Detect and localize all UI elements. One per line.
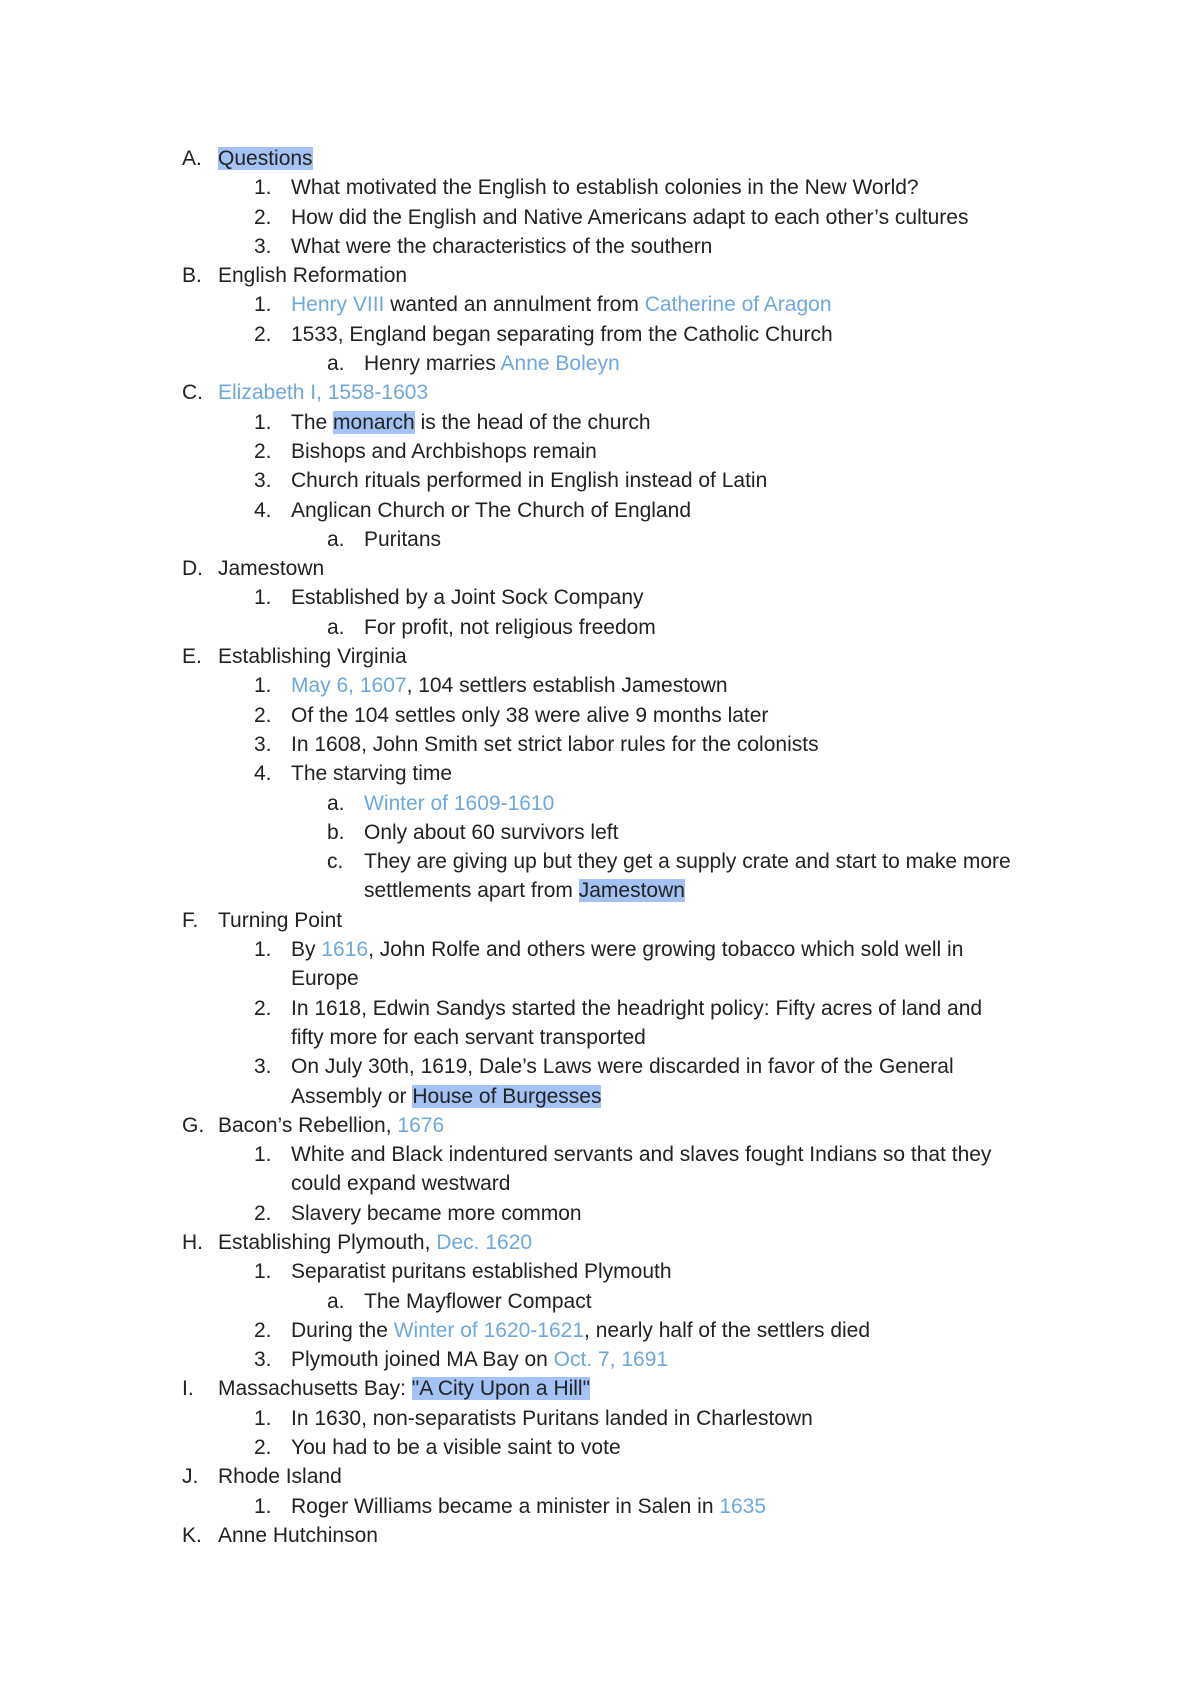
text-span: Slavery became more common: [291, 1201, 582, 1225]
text-span: In 1618, Edwin Sandys started the headright policy: Fifty acres of land and: [291, 996, 983, 1020]
list-marker: 1.: [254, 1406, 272, 1430]
text-span: Henry marries: [364, 352, 501, 376]
outline-item-text: [291, 935, 963, 964]
list-marker: 2.: [254, 996, 272, 1020]
outline-item-level-1: [0, 437, 1200, 466]
outline-item-level-1: [0, 290, 1200, 319]
text-span: Separatist puritans established Plymouth: [291, 1260, 672, 1284]
outline-item-text: [291, 408, 651, 437]
outline-item-level-1: [0, 1345, 1200, 1374]
outline-item-text: [291, 1140, 991, 1169]
text-span: 1533, England began separating from the Catholic Church: [291, 322, 833, 346]
highlighted-text-span: House of Burgesses: [412, 1084, 602, 1108]
outline-item-level-1: [0, 1199, 1200, 1228]
outline-item-level-0: [0, 1228, 1200, 1257]
list-marker: 2.: [254, 1436, 272, 1460]
outline-item-text: [364, 876, 685, 905]
outline-item-level-0: [0, 1374, 1200, 1403]
list-marker: G.: [182, 1113, 205, 1137]
text-span: They are giving up but they get a supply crate and start to make more: [364, 850, 1011, 874]
outline-item-text: [291, 671, 728, 700]
outline-item-text: [364, 1287, 592, 1316]
list-marker: c.: [327, 850, 344, 874]
list-marker: 2.: [254, 703, 272, 727]
text-span: wanted an annulment from: [384, 293, 645, 317]
outline-continuation-line: [0, 1023, 1200, 1052]
outline-item-level-1: [0, 759, 1200, 788]
blue-text-span: 1676: [397, 1113, 445, 1137]
highlighted-text-span: Jamestown: [578, 879, 685, 903]
text-span: Turning Point: [218, 908, 343, 932]
outline-item-text: [291, 1052, 954, 1081]
outline-item-level-0: [0, 1111, 1200, 1140]
outline-item-level-1: [0, 320, 1200, 349]
outline-item-text: [364, 613, 656, 642]
outline-item-text: [291, 964, 359, 993]
list-marker: C.: [182, 381, 203, 405]
text-span: You had to be a visible saint to vote: [291, 1436, 621, 1460]
outline-item-text: [291, 496, 691, 525]
list-marker: 2.: [254, 205, 272, 229]
outline-item-text: [364, 525, 441, 554]
outline-item-text: [291, 1345, 668, 1374]
text-span: Of the 104 settles only 38 were alive 9 months later: [291, 703, 769, 727]
outline-item-text: [291, 730, 819, 759]
list-marker: 1.: [254, 938, 272, 962]
outline-item-level-1: [0, 1433, 1200, 1462]
outline-continuation-line: [0, 876, 1200, 905]
list-marker: a.: [327, 1289, 345, 1313]
blue-text-span: Oct. 7, 1691: [553, 1348, 669, 1372]
outline-item-level-1: [0, 1052, 1200, 1081]
outline-item-text: [218, 1228, 532, 1257]
text-span: In 1608, John Smith set strict labor rules for the colonists: [291, 732, 819, 756]
text-span: English Reformation: [218, 264, 408, 288]
text-span: Rhode Island: [218, 1465, 342, 1489]
list-marker: K.: [182, 1523, 202, 1547]
list-marker: b.: [327, 820, 345, 844]
outline-item-level-1: [0, 1492, 1200, 1521]
outline-item-level-1: [0, 1316, 1200, 1345]
text-span: The Mayflower Compact: [364, 1289, 592, 1313]
text-span: In 1630, non-separatists Puritans landed in Charlestown: [291, 1406, 813, 1430]
outline-item-level-1: [0, 994, 1200, 1023]
list-marker: a.: [327, 527, 345, 551]
outline-item-level-0: [0, 554, 1200, 583]
list-marker: 3.: [254, 1055, 272, 1079]
text-span: What motivated the English to establish colonies in the New World?: [291, 176, 919, 200]
list-marker: B.: [182, 264, 202, 288]
outline-item-level-1: [0, 173, 1200, 202]
text-span: is the head of the church: [414, 410, 651, 434]
list-marker: 2.: [254, 322, 272, 346]
outline-item-text: [291, 1492, 766, 1521]
outline-document: [0, 144, 1200, 1550]
outline-item-text: [218, 1374, 590, 1403]
outline-item-text: [291, 583, 644, 612]
text-span: Bacon’s Rebellion,: [218, 1113, 398, 1137]
list-marker: 3.: [254, 732, 272, 756]
list-marker: 1.: [254, 176, 272, 200]
outline-item-text: [291, 1257, 672, 1286]
outline-item-level-2: [0, 1287, 1200, 1316]
blue-text-span: 1635: [719, 1494, 767, 1518]
outline-item-level-1: [0, 701, 1200, 730]
text-span: Puritans: [364, 527, 442, 551]
outline-item-level-2: [0, 847, 1200, 876]
outline-item-level-1: [0, 1257, 1200, 1286]
outline-item-level-2: [0, 525, 1200, 554]
text-span: By: [291, 938, 322, 962]
text-span: What were the characteristics of the southern: [291, 234, 713, 258]
list-marker: 4.: [254, 762, 272, 786]
text-span: The: [291, 410, 334, 434]
outline-item-text: [291, 1433, 621, 1462]
outline-item-text: [291, 232, 712, 261]
list-marker: 1.: [254, 1494, 272, 1518]
outline-item-level-0: [0, 642, 1200, 671]
list-marker: I.: [182, 1377, 194, 1401]
outline-item-text: [291, 1199, 582, 1228]
text-span: , John Rolfe and others were growing tobacco which sold well in: [368, 938, 964, 962]
outline-item-text: [291, 1023, 646, 1052]
outline-item-text: [291, 437, 597, 466]
text-span: Anne Hutchinson: [218, 1523, 378, 1547]
text-span: During the: [291, 1318, 394, 1342]
outline-item-text: [218, 378, 428, 407]
outline-item-text: [291, 173, 919, 202]
outline-item-text: [218, 1111, 444, 1140]
outline-item-text: [218, 1521, 378, 1550]
outline-item-text: [364, 349, 620, 378]
outline-item-level-1: [0, 583, 1200, 612]
text-span: could expand westward: [291, 1172, 511, 1196]
list-marker: 1.: [254, 1260, 272, 1284]
outline-item-text: [291, 1082, 601, 1111]
text-span: Bishops and Archbishops remain: [291, 439, 597, 463]
text-span: , nearly half of the settlers died: [584, 1318, 871, 1342]
outline-item-level-1: [0, 203, 1200, 232]
outline-item-level-2: [0, 818, 1200, 847]
outline-item-text: [218, 1462, 342, 1491]
blue-text-span: Anne Boleyn: [500, 352, 620, 376]
text-span: fifty more for each servant transported: [291, 1025, 646, 1049]
list-marker: 1.: [254, 1143, 272, 1167]
outline-item-level-0: [0, 261, 1200, 290]
list-marker: 3.: [254, 234, 272, 258]
text-span: Anglican Church or The Church of England: [291, 498, 692, 522]
outline-item-level-0: [0, 1521, 1200, 1550]
list-marker: 1.: [254, 293, 272, 317]
outline-item-text: [218, 261, 407, 290]
outline-item-text: [291, 203, 968, 232]
outline-item-text: [291, 759, 452, 788]
outline-item-level-2: [0, 613, 1200, 642]
outline-item-level-1: [0, 1404, 1200, 1433]
text-span: For profit, not religious freedom: [364, 615, 656, 639]
list-marker: 3.: [254, 469, 272, 493]
outline-item-text: [364, 847, 1011, 876]
outline-item-level-1: [0, 232, 1200, 261]
list-marker: a.: [327, 615, 345, 639]
list-marker: F.: [182, 908, 199, 932]
text-span: On July 30th, 1619, Dale’s Laws were discarded in favor of the General: [291, 1055, 954, 1079]
outline-item-text: [364, 818, 618, 847]
outline-item-level-0: [0, 378, 1200, 407]
text-span: The starving time: [291, 762, 453, 786]
text-span: , 104 settlers establish Jamestown: [406, 674, 728, 698]
blue-text-span: 1616: [321, 938, 369, 962]
text-span: Only about 60 survivors left: [364, 820, 619, 844]
list-marker: a.: [327, 791, 345, 815]
list-marker: H.: [182, 1230, 203, 1254]
text-span: White and Black indentured servants and slaves fought Indians so that they: [291, 1143, 992, 1167]
highlighted-text-span: "A City Upon a Hill": [411, 1377, 591, 1401]
text-span: settlements apart from: [364, 879, 579, 903]
outline-item-level-1: [0, 408, 1200, 437]
list-marker: 3.: [254, 1348, 272, 1372]
text-span: Plymouth joined MA Bay on: [291, 1348, 554, 1372]
list-marker: 1.: [254, 410, 272, 434]
outline-item-level-0: [0, 1462, 1200, 1491]
outline-item-level-1: [0, 496, 1200, 525]
outline-item-text: [218, 642, 407, 671]
list-marker: A.: [182, 147, 202, 170]
outline-continuation-line: [0, 1082, 1200, 1111]
highlighted-text-span: Questions: [218, 147, 313, 170]
outline-item-text: [364, 789, 554, 818]
blue-text-span: Winter of 1609-1610: [364, 791, 555, 815]
outline-item-text: [218, 554, 324, 583]
text-span: Assembly or: [291, 1084, 413, 1108]
blue-text-span: Catherine of Aragon: [644, 293, 832, 317]
list-marker: E.: [182, 645, 202, 669]
outline-item-text: [291, 320, 833, 349]
outline-item-text: [291, 290, 832, 319]
list-marker: 4.: [254, 498, 272, 522]
list-marker: 2.: [254, 439, 272, 463]
list-marker: J.: [182, 1465, 199, 1489]
outline-item-level-1: [0, 1140, 1200, 1169]
outline-item-text: [291, 1169, 510, 1198]
text-span: Establishing Virginia: [218, 645, 407, 669]
outline-item-text: [291, 1316, 870, 1345]
blue-text-span: Elizabeth I, 1558-1603: [218, 381, 429, 405]
blue-text-span: Henry VIII: [291, 293, 385, 317]
outline-continuation-line: [0, 1169, 1200, 1198]
outline-item-level-1: [0, 466, 1200, 495]
outline-continuation-line: [0, 964, 1200, 993]
list-marker: 1.: [254, 586, 272, 610]
outline-item-text: [218, 144, 313, 173]
outline-item-text: [291, 466, 767, 495]
text-span: Establishing Plymouth,: [218, 1230, 437, 1254]
list-marker: 2.: [254, 1318, 272, 1342]
outline-item-level-1: [0, 730, 1200, 759]
outline-item-level-0: [0, 144, 1200, 173]
list-marker: D.: [182, 557, 203, 581]
outline-item-text: [218, 906, 342, 935]
outline-item-level-1: [0, 935, 1200, 964]
text-span: Church rituals performed in English instead of Latin: [291, 469, 768, 493]
list-marker: 1.: [254, 674, 272, 698]
outline-item-level-2: [0, 789, 1200, 818]
text-span: How did the English and Native Americans adapt to each other’s cultures: [291, 205, 969, 229]
outline-item-text: [291, 1404, 813, 1433]
outline-item-text: [291, 701, 768, 730]
outline-item-level-0: [0, 906, 1200, 935]
text-span: Jamestown: [218, 557, 325, 581]
blue-text-span: Winter of 1620-1621: [393, 1318, 585, 1342]
outline-item-text: [291, 994, 982, 1023]
list-marker: a.: [327, 352, 345, 376]
text-span: Established by a Joint Sock Company: [291, 586, 644, 610]
highlighted-text-span: monarch: [333, 410, 415, 434]
blue-text-span: Dec. 1620: [436, 1230, 533, 1254]
outline-item-level-1: [0, 671, 1200, 700]
outline-item-level-2: [0, 349, 1200, 378]
blue-text-span: May 6, 1607: [291, 674, 407, 698]
text-span: Europe: [291, 967, 359, 991]
text-span: Massachusetts Bay:: [218, 1377, 412, 1401]
text-span: Roger Williams became a minister in Salen in: [291, 1494, 720, 1518]
list-marker: 2.: [254, 1201, 272, 1225]
